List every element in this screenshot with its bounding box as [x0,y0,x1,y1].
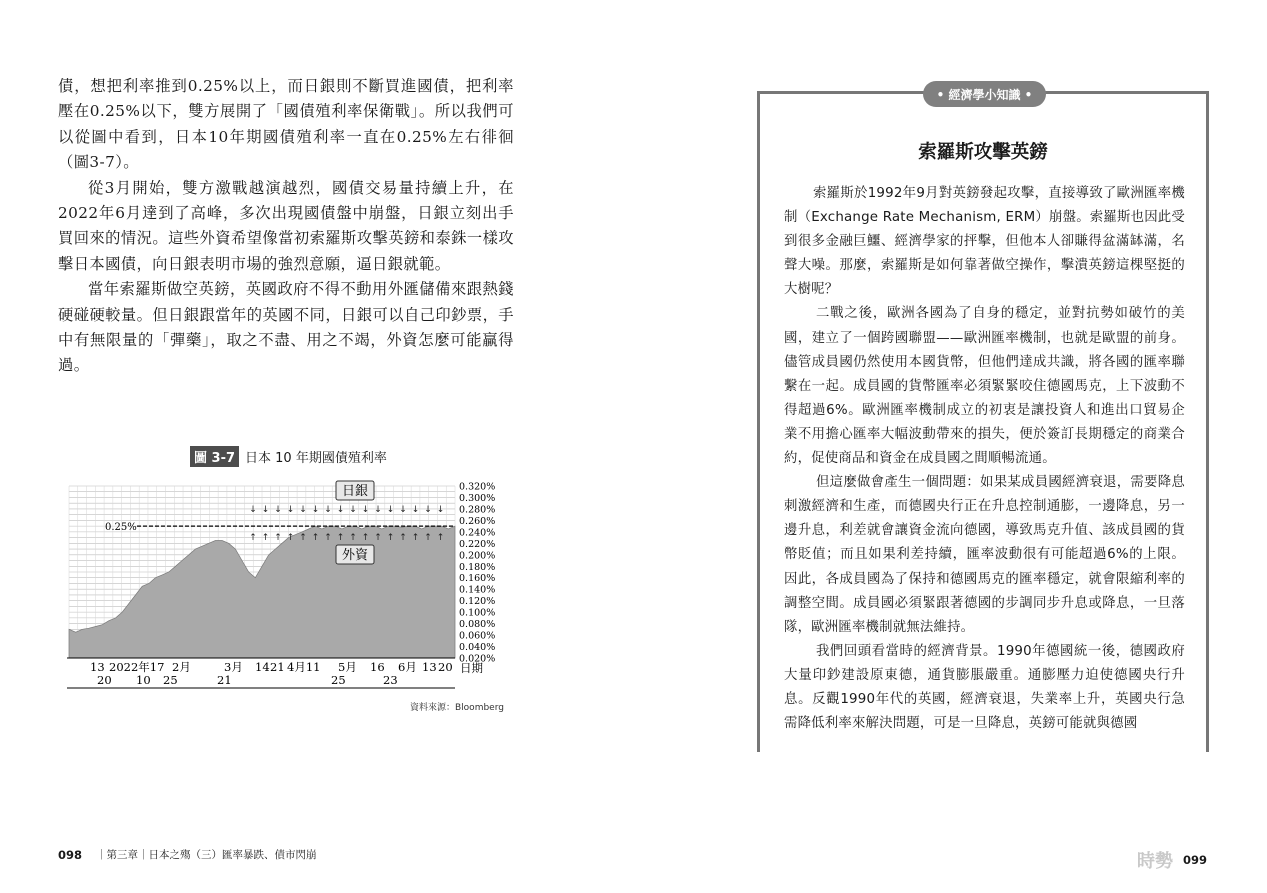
right-footer [1137,847,1207,873]
down-arrow-icon: ↓ [424,505,432,516]
up-arrow-icon: ↑ [311,533,320,544]
down-arrow-icon: ↓ [311,505,320,516]
y-tick-label: 0.280% [459,504,496,516]
paragraph: 但這麼做會產生一個問題：如果某成員國經濟衰退，需要降息刺激經濟和生產，而德國央行正在升息控制通膨，一邊降息，另一邊升息，利差就會讓資金流向德國，導致馬克升值、該成員國的貨幣貶值；而且如果利差持續，匯率波動很有可能超過6%的上限。因此，各成員國為了保持和德國馬克的匯率穩定，就會限縮利率的調整空間。成員國必須緊跟著德國的步調同步升息或降息，一旦落隊，歐洲匯率機制就無法維持。 [784,475,1185,635]
paragraph: 索羅斯於1992年9月對英鎊發起攻擊，直接導致了歐洲匯率機制（Exchange Rate Mechanism, ERM）崩盤。索羅斯也因此受到很多金融巨鱷、經濟學家的抨擊，但他本人卻賺得盆滿缽滿，名聲大噪。那麼，索羅斯是如何靠著做空操作，擊潰英鎊這棵堅挺的大樹呢？ [784,186,1185,298]
up-arrow-icon: ↑ [349,533,357,544]
x-tick-label: 20 [97,673,112,687]
reference-label: 0.25% [105,522,137,534]
up-arrow-icon: ↑ [286,533,295,544]
down-arrow-icon: ↓ [361,505,370,516]
sidebar-title: 索羅斯攻擊英鎊 [918,142,1048,163]
x-tick-label: 6月 [398,660,417,674]
up-arrow-icon: ↑ [336,533,345,544]
up-arrow-icon: ↑ [386,533,395,544]
paragraph: 當年索羅斯做空英鎊，英國政府不得不動用外匯儲備來跟熱錢硬碰硬較量。但日銀跟當年的英國不同，日銀可以自己印鈔票，手中有無限量的「彈藥」，取之不盡、用之不竭，外資怎麼可能贏得過。 [58,280,514,375]
up-arrow-icon: ↑ [399,533,407,544]
x-tick-label: 25 [163,673,178,687]
x-tick-label: 2月 [172,660,191,674]
x-tick-label: 5月 [338,660,357,674]
x-tick-label: 16 [370,660,385,674]
page-number: 099 [1183,853,1208,867]
up-arrow-icon: ↑ [436,533,445,544]
x-tick-label: 13 [422,660,437,674]
y-tick-label: 0.120% [459,596,496,608]
chapter-title: ｜第三章｜日本之殤（三）匯率暴跌、債市閃崩 [96,849,317,861]
y-tick-label: 0.180% [459,561,496,573]
up-arrow-icon: ↑ [374,533,382,544]
x-tick-label: 20 [438,660,453,674]
y-tick-label: 0.300% [459,492,496,504]
up-arrow-icon: ↑ [249,533,257,544]
y-tick-label: 0.080% [459,619,496,631]
y-tick-label: 0.140% [459,584,496,596]
x-tick-label: 21 [270,660,285,674]
paragraph: 二戰之後，歐洲各國為了自身的穩定，並對抗勢如破竹的美國，建立了一個跨國聯盟——歐洲匯率機制，也就是歐盟的前身。儘管成員國仍然使用本國貨幣，但他們達成共識，將各國的匯率聯繫在一起。成員國的貨幣匯率必須緊緊咬住德國馬克，上下波動不得超過6%。歐洲匯率機制成立的初衷是讓投資人和進出口貿易企業不用擔心匯率大幅波動帶來的損失，便於簽訂長期穩定的商業合約，促使商品和資金在成員國之間順暢流通。 [784,306,1185,467]
y-tick-label: 0.060% [459,630,496,642]
annotation-label: 日銀 [341,484,369,499]
down-arrow-icon: ↓ [436,505,445,516]
annotation-label: 外資 [341,548,369,563]
figure-title: 日本 10 年期國債殖利率 [245,451,387,466]
sidebar-tag: • 經濟學小知識 • [923,81,1046,107]
sidebar-body [784,182,1185,736]
up-arrow-icon: ↑ [424,533,432,544]
x-tick-label: 23 [383,673,398,687]
x-tick-label: 14 [255,660,270,674]
paragraph: 我們回頭看當時的經濟背景。1990年德國統一後，德國政府大量印鈔建設原東德，通貨膨脹嚴重。通膨壓力迫使德國央行升息。反觀1990年代的英國，經濟衰退，失業率上升，英國央行急需降低利率來解決問題，可是一旦降息，英鎊可能就與德國 [784,643,1185,732]
down-arrow-icon: ↓ [261,505,270,516]
figure-number: 圖 3-7 [190,446,239,467]
down-arrow-icon: ↓ [386,505,395,516]
down-arrow-icon: ↓ [374,505,382,516]
x-tick-label: 25 [331,673,346,687]
y-tick-label: 0.220% [459,538,496,550]
down-arrow-icon: ↓ [349,505,357,516]
y-tick-label: 0.320% [459,481,496,493]
x-tick-label: 4月11 [287,660,321,674]
up-arrow-icon: ↑ [411,533,420,544]
y-tick-label: 0.160% [459,573,496,585]
figure-caption [190,446,387,467]
left-footer [58,847,317,862]
page-number: 098 [58,847,83,862]
y-tick-label: 0.200% [459,550,496,562]
y-tick-label: 0.040% [459,642,496,654]
left-page-text [58,74,514,379]
x-tick-label: 10 [136,673,151,687]
down-arrow-icon: ↓ [249,505,257,516]
down-arrow-icon: ↓ [274,505,282,516]
down-arrow-icon: ↓ [399,505,407,516]
up-arrow-icon: ↑ [361,533,370,544]
up-arrow-icon: ↑ [274,533,282,544]
up-arrow-icon: ↑ [324,533,332,544]
y-tick-label: 0.260% [459,515,496,527]
down-arrow-icon: ↓ [336,505,345,516]
publisher-logo: 時勢 [1137,851,1173,872]
x-tick-label: 21 [217,673,232,687]
x-tick-label: 2022年17 [109,660,165,674]
y-tick-label: 0.100% [459,607,496,619]
chart-source: 資料來源：Bloomberg [410,703,504,713]
up-arrow-icon: ↑ [299,533,307,544]
paragraph: 債，想把利率推到0.25%以上，而日銀則不斷買進國債，把利率壓在0.25%以下，雙方展開了「國債殖利率保衛戰」。所以我們可以從圖中看到，日本10年期國債殖利率一直在0.25%左右徘徊（圖3-7）。 [58,77,514,172]
x-tick-label: 13 [90,660,105,674]
down-arrow-icon: ↓ [411,505,420,516]
down-arrow-icon: ↓ [286,505,295,516]
y-tick-label: 0.240% [459,527,496,539]
up-arrow-icon: ↑ [261,533,270,544]
down-arrow-icon: ↓ [324,505,332,516]
y-tick-label: 0.020% [459,653,496,665]
yield-chart [67,480,507,690]
down-arrow-icon: ↓ [299,505,307,516]
x-tick-label: 3月 [224,660,243,674]
x-axis-label: 日期 [460,661,483,675]
paragraph: 從3月開始，雙方激戰越演越烈，國債交易量持續上升，在2022年6月達到了高峰，多次出現國債盤中崩盤，日銀立刻出手買回來的情況。這些外資希望像當初索羅斯攻擊英鎊和泰銖一樣攻擊日本國債，向日銀表明市場的強烈意願，逼日銀就範。 [58,178,514,273]
